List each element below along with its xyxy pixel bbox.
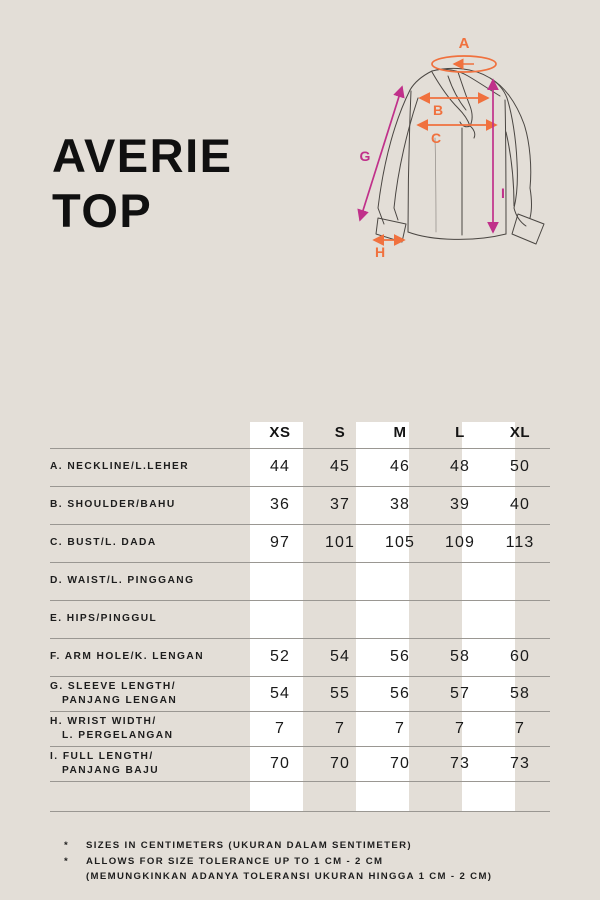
row-label-line-1: I. FULL LENGTH/ <box>50 751 154 763</box>
table-rule <box>50 711 550 712</box>
header-size-xl: XL <box>509 423 531 441</box>
row-label-line-1: A. NECKLINE/L.LEHER <box>50 461 190 473</box>
cell-value: 73 <box>510 754 530 772</box>
cell-value: 58 <box>450 648 470 665</box>
note-line-1 <box>64 838 584 854</box>
measure-label-a: A <box>458 35 470 52</box>
bullet-star-1: * <box>64 840 70 851</box>
garment-illustration <box>340 28 592 280</box>
measure-label-g: G <box>359 148 371 164</box>
column-band-xs <box>250 422 303 811</box>
row-label-line-1: F. ARM HOLE/K. LENGAN <box>50 651 205 663</box>
cell-value: 7 <box>455 719 465 737</box>
measure-a-neckline <box>432 35 496 72</box>
row-label <box>50 600 250 638</box>
cell-value: 46 <box>390 458 410 475</box>
cell-value: 60 <box>510 648 530 665</box>
measure-b-shoulder <box>420 98 488 118</box>
cell-value: 54 <box>330 648 350 665</box>
cell-value: 70 <box>270 754 290 772</box>
note-line-3: (MEMUNGKINKAN ADANYA TOLERANSI UKURAN HINGGA 1 CM - 2 CM) <box>86 871 493 883</box>
row-label-line-1: E. HIPS/PINGGUL <box>50 613 158 625</box>
cell-value: 44 <box>270 458 290 475</box>
page-title <box>52 128 352 239</box>
cell-value: 57 <box>450 684 470 702</box>
note-line-2 <box>64 854 584 870</box>
row-label-line-1: B. SHOULDER/BAHU <box>50 499 176 511</box>
table-rule <box>50 676 550 677</box>
cell-value: 37 <box>330 496 350 513</box>
cell-value: 101 <box>325 534 355 551</box>
column-band-m <box>356 422 409 811</box>
row-label <box>50 746 250 781</box>
cell-value: 54 <box>270 684 290 702</box>
blouse-outline <box>376 68 544 244</box>
table-rule <box>50 638 550 639</box>
measure-label-i: I <box>501 185 505 201</box>
cell-value: 73 <box>450 754 470 772</box>
cell-value: 45 <box>330 458 350 475</box>
cell-value: 52 <box>270 648 290 665</box>
table-rule <box>50 486 550 487</box>
cell-empty <box>50 781 250 811</box>
column-band-xl <box>462 422 515 811</box>
cell-value: 7 <box>515 719 525 737</box>
size-table-container <box>0 416 600 811</box>
cell-value: 58 <box>510 684 530 702</box>
cell-value: 50 <box>510 458 530 475</box>
table-rule <box>50 600 550 601</box>
cell-value: 113 <box>505 534 535 551</box>
measure-c-bust <box>418 125 496 146</box>
cell-value: 7 <box>275 719 285 737</box>
measure-label-c: C <box>430 130 442 146</box>
note-text-1: SIZES IN CENTIMETERS (UKURAN DALAM SENTIMETER) <box>86 840 412 851</box>
row-label <box>50 562 250 600</box>
row-label-line-1: C. BUST/L. DADA <box>50 537 157 549</box>
cell-value: 7 <box>395 719 405 737</box>
measure-h-wrist-width <box>374 240 404 260</box>
header-size-l: L <box>455 423 465 441</box>
measure-label-b: B <box>432 102 444 118</box>
cell-value: 56 <box>390 648 410 665</box>
cell-value: 105 <box>385 534 415 551</box>
cell-value: 70 <box>390 754 410 772</box>
cell-value: 55 <box>330 684 350 702</box>
table-rule <box>50 524 550 525</box>
row-label-line-2: L. PERGELANGAN <box>62 729 174 741</box>
cell-value: 109 <box>445 534 475 551</box>
row-label <box>50 711 250 746</box>
cell-value: 70 <box>330 754 350 772</box>
table-rule <box>50 448 550 449</box>
row-label <box>50 448 250 486</box>
title-line-2: TOP <box>52 184 153 238</box>
cell-value: 7 <box>335 719 345 737</box>
row-label <box>50 676 250 711</box>
table-rule <box>50 562 550 563</box>
row-label-line-2: PANJANG BAJU <box>62 764 160 776</box>
cell-value: 97 <box>270 534 290 551</box>
measure-g-sleeve-length <box>360 87 402 220</box>
row-label-line-1: D. WAIST/L. PINGGANG <box>50 575 195 587</box>
row-label <box>50 486 250 524</box>
measure-label-h: H <box>374 244 386 260</box>
row-label-line-1: G. SLEEVE LENGTH/ <box>50 681 176 693</box>
header-size-xs: XS <box>269 423 291 441</box>
cell-value: 40 <box>510 496 530 513</box>
cell-value: 56 <box>390 684 410 702</box>
row-label-line-2: PANJANG LENGAN <box>62 694 178 706</box>
row-label <box>50 524 250 562</box>
title-line-1: AVERIE <box>52 129 233 182</box>
cell-value: 38 <box>390 496 410 513</box>
bullet-star-2: * <box>64 855 70 867</box>
measure-i-full-length <box>493 80 505 232</box>
cell-value: 39 <box>450 496 470 513</box>
header-label-blank <box>50 416 250 448</box>
cell-value: 48 <box>450 458 470 475</box>
header-size-s: S <box>334 423 346 441</box>
row-label <box>50 638 250 676</box>
header-size-m: M <box>393 423 407 441</box>
table-rule <box>50 781 550 782</box>
row-label-line-1: H. WRIST WIDTH/ <box>50 716 157 728</box>
table-rule <box>50 811 550 812</box>
footer-notes <box>64 838 584 885</box>
cell-value: 36 <box>270 496 290 513</box>
note-text-2: ALLOWS FOR SIZE TOLERANCE UP TO 1 CM - 2 CM <box>86 855 384 867</box>
table-rule <box>50 746 550 747</box>
